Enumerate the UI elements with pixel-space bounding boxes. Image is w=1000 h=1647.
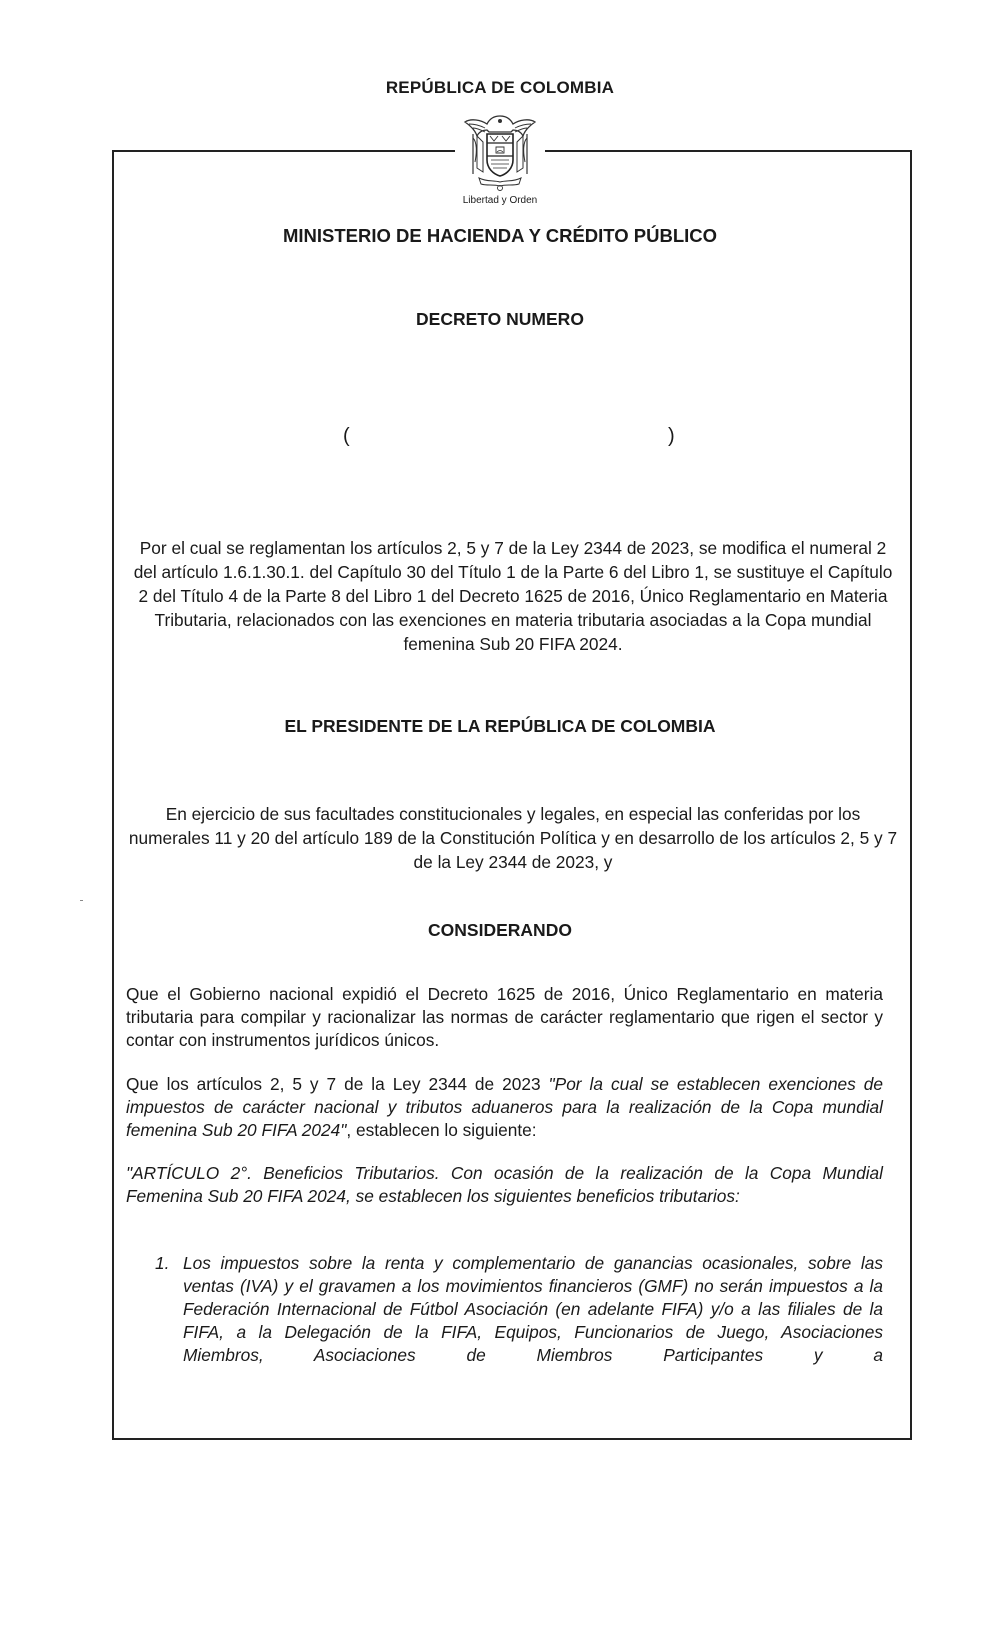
- law-title-quote: "Por la cual se establecen exenciones de impuestos de carácter nacional y tributos aduaneros para la realización de la Copa mundial femenina Sub 20 FIFA 2024": [126, 1074, 883, 1140]
- motto-text: Libertad y Orden: [462, 195, 538, 206]
- powers-paragraph: En ejercicio de sus facultades constitucionales y legales, en especial las conferidas por los numerales 11 y 20 del artículo 189 de la Constitución Política y en desarrollo de los artículos 2, 5 y 7 de la Ley 2344 de 2023, y: [128, 804, 898, 872]
- considering-heading: CONSIDERANDO: [428, 920, 572, 940]
- decree-subject: Por el cual se reglamentan los artículos 2, 5 y 7 de la Ley 2344 de 2023, se modifica el numeral 2 del artículo 1.6.1.30.1. del Capítulo 30 del Título 1 de la Parte 6 del Libro 1, se sustituye el Capítulo 2 del Título 4 de la Parte 8 del Libro 1 del Decreto 1625 de 2016, Único Reglamentario en Materia Tributaria, relacionados con las exenciones en materia tributaria asociadas a la Copa mundial femenina Sub 20 FIFA 2024.: [133, 538, 893, 654]
- list-item-number: 1.: [155, 1253, 170, 1273]
- ministry-title: MINISTERIO DE HACIENDA Y CRÉDITO PÚBLICO: [282, 225, 718, 246]
- country-heading: REPÚBLICA DE COLOMBIA: [385, 78, 615, 97]
- coat-of-arms-icon: [463, 112, 537, 192]
- paragraph-2-end: , establecen lo siguiente:: [346, 1120, 537, 1140]
- document-frame: [112, 150, 912, 1440]
- considering-paragraph-1: Que el Gobierno nacional expidió el Decreto 1625 de 2016, Único Reglamentario en materia tributaria para compilar y racionalizar las normas de carácter reglamentario que rigen el sector y contar con instrumentos jurídicos únicos.: [126, 984, 883, 1050]
- considering-paragraph-2: [126, 1073, 883, 1142]
- decree-date-close-paren: ): [668, 425, 675, 447]
- decree-number-label: DECRETO NUMERO: [416, 309, 584, 329]
- list-item-text: Los impuestos sobre la renta y complementario de ganancias ocasionales, sobre las ventas (IVA) y el gravamen a los movimientos financieros (GMF) no serán impuestos a la Federación Internacional de Fútbol Asociación (en adelante FIFA) y/o a las filiales de la FIFA, a la Delegación de la FIFA, Equipos, Funcionarios de Juego, Asociaciones Miembros, Asociaciones de Miembros Participantes y a: [183, 1253, 883, 1365]
- president-heading: EL PRESIDENTE DE LA REPÚBLICA DE COLOMBIA: [284, 716, 716, 736]
- paragraph-2-intro: Que los artículos 2, 5 y 7 de la Ley 2344 de 2023: [126, 1074, 549, 1094]
- decree-date-open-paren: (: [343, 425, 350, 447]
- article-2-quote: "ARTÍCULO 2°. Beneficios Tributarios. Con ocasión de la realización de la Copa Mundial Femenina Sub 20 FIFA 2024, se establecen los siguientes beneficios tributarios:: [126, 1163, 883, 1206]
- list-item: [155, 1252, 883, 1367]
